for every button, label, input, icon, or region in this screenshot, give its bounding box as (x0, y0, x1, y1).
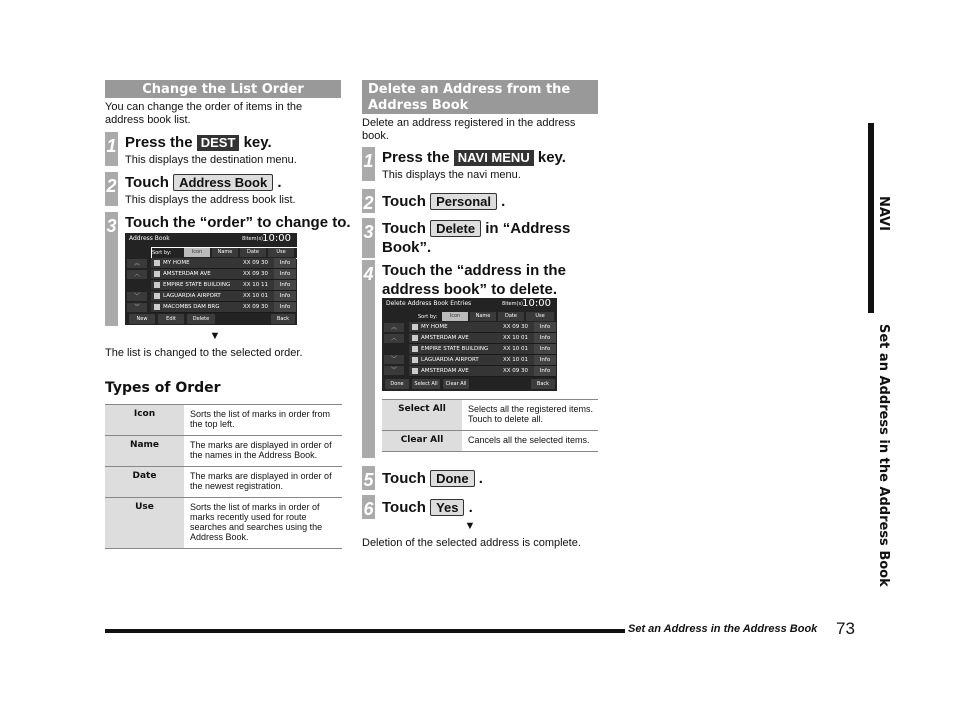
table-value: Cancels all the selected items. (462, 431, 598, 452)
down-arrow-icon: ▼ (209, 330, 221, 342)
intro-text: You can change the order of items in the address book list. (105, 101, 303, 126)
table-value: Sorts the list of marks in order of marks recently used for route searches and searches using the Address Book. (184, 498, 342, 549)
list-item[interactable] (409, 344, 556, 355)
done-button-label: Done (430, 470, 475, 487)
section-label: NAVI (876, 196, 891, 231)
step-title: Touch the “order” to change to. (125, 214, 351, 231)
checkbox-icon[interactable] (412, 324, 418, 330)
step-title (382, 498, 473, 517)
info-button[interactable]: Info (274, 258, 296, 268)
entry-name: EMPIRE STATE BUILDING (421, 346, 489, 352)
step-title-line2: address book” to delete. (382, 281, 558, 298)
step-3 (362, 218, 602, 260)
table-row (105, 436, 342, 467)
table-row (382, 400, 598, 431)
table-key: Clear All (382, 431, 462, 452)
info-button[interactable]: Info (534, 355, 556, 365)
new-button[interactable]: New (129, 314, 155, 324)
address-mark-icon (154, 271, 160, 277)
sort-label: Sort by: (418, 314, 438, 320)
entry-name: MY HOME (163, 260, 190, 266)
scroll-up-icon[interactable]: ︿ (127, 270, 147, 279)
select-all-button[interactable]: Select All (412, 379, 440, 389)
entry-name: LAGUARDIA AIRPORT (163, 293, 221, 299)
scroll-down-icon[interactable]: ﹀ (127, 292, 147, 301)
step-5 (362, 466, 602, 492)
table-key: Icon (105, 405, 184, 436)
list-item[interactable] (151, 302, 296, 313)
chapter-label: Set an Address in the Address Book (876, 324, 891, 587)
step-text: key. (537, 149, 566, 166)
delete-address-screen (382, 298, 557, 391)
table-value: The marks are displayed in order of the newest registration. (184, 467, 342, 498)
list-item[interactable] (409, 322, 556, 333)
step-number: 2 (362, 189, 375, 213)
entry-date: XX 09 30 (503, 368, 529, 374)
list-item[interactable] (151, 258, 296, 269)
entry-name: MACOMBS DAM BRG (163, 304, 220, 310)
address-book-screen (125, 233, 297, 325)
entry-date: XX 09 30 (243, 271, 269, 277)
list-item[interactable] (409, 355, 556, 366)
info-button[interactable]: Info (534, 333, 556, 343)
clock: 10:00 (522, 298, 551, 309)
step-number: 1 (105, 132, 118, 166)
section-heading-change-order: Change the List Order (105, 80, 341, 98)
info-button[interactable]: Info (274, 302, 296, 312)
step-number: 3 (362, 218, 375, 258)
table-value: The marks are displayed in order of the names in the Address Book. (184, 436, 342, 467)
step-text: Press the (382, 149, 450, 166)
sort-use-button[interactable]: Use (526, 312, 554, 321)
options-table (382, 399, 598, 452)
step-1 (105, 132, 345, 168)
delete-button[interactable]: Delete (187, 314, 215, 324)
sort-label: Sort by: (152, 250, 172, 256)
list-item[interactable] (151, 269, 296, 280)
step-number: 1 (362, 147, 375, 181)
step-text: . (468, 499, 473, 516)
entry-name: AMSTERDAM AVE (163, 271, 211, 277)
step-number: 5 (362, 466, 375, 490)
step-6 (362, 495, 602, 521)
step-text: Touch (125, 174, 169, 191)
table-value: Sorts the list of marks in order from the top left. (184, 405, 342, 436)
step-number: 3 (105, 212, 118, 326)
table-key: Use (105, 498, 184, 549)
back-button[interactable]: Back (271, 314, 295, 324)
screen-title: Delete Address Book Entries (386, 300, 472, 307)
step-text: Touch (382, 470, 426, 487)
result-text: The list is changed to the selected order. (105, 347, 303, 359)
dest-key-label: DEST (197, 135, 240, 151)
entry-date: XX 10 01 (503, 357, 529, 363)
table-value: Selects all the registered items. Touch to delete all. (462, 400, 598, 431)
edit-button[interactable]: Edit (158, 314, 184, 324)
intro-text: Delete an address registered in the address book. (362, 117, 576, 142)
step-description: This displays the destination menu. (125, 154, 297, 166)
entry-date: XX 09 30 (503, 324, 529, 330)
section-heading-delete-address: Delete an Address from the Address Book (362, 80, 598, 114)
footer-title: Set an Address in the Address Book (628, 623, 818, 635)
checkbox-icon[interactable] (412, 357, 418, 363)
result-text: Deletion of the selected address is complete. (362, 537, 581, 549)
entry-date: XX 09 30 (243, 304, 269, 310)
step-text: in “Address (485, 220, 571, 237)
step-title (382, 148, 566, 167)
entry-date: XX 09 30 (243, 260, 269, 266)
step-text: Touch (382, 220, 426, 237)
info-button[interactable]: Info (534, 344, 556, 354)
info-button[interactable]: Info (274, 269, 296, 279)
scroll-up-icon[interactable]: ︿ (384, 334, 404, 343)
checkbox-icon[interactable] (412, 346, 418, 352)
entry-name: EMPIRE STATE BUILDING (163, 282, 231, 288)
table-key: Name (105, 436, 184, 467)
step-text: . (501, 193, 506, 210)
table-key: Select All (382, 400, 462, 431)
address-mark-icon (154, 293, 160, 299)
step-text: key. (243, 134, 272, 151)
entry-name: LAGUARDIA AIRPORT (421, 357, 479, 363)
screen-title: Address Book (129, 235, 170, 242)
sort-bar (418, 312, 556, 322)
address-book-button-label: Address Book (173, 174, 273, 191)
step-title: Touch the “address in the (382, 262, 566, 279)
navi-menu-key-label: NAVI MENU (454, 150, 534, 166)
address-mark-icon (154, 282, 160, 288)
sort-icon-button[interactable]: Icon (442, 312, 468, 321)
step-number: 4 (362, 260, 375, 458)
personal-button-label: Personal (430, 193, 497, 210)
sidebar-rule-top (868, 123, 874, 313)
step-number: 2 (105, 172, 118, 206)
entry-date: XX 10 01 (243, 293, 269, 299)
step-2 (105, 172, 345, 208)
entry-date: XX 10 01 (503, 335, 529, 341)
step-description: This displays the address book list. (125, 194, 296, 206)
entry-name: MY HOME (421, 324, 448, 330)
page-number: 73 (836, 619, 855, 638)
step-title (382, 469, 483, 488)
step-text: Touch (382, 499, 426, 516)
sort-date-button[interactable]: Date (240, 248, 266, 257)
types-heading: Types of Order (105, 380, 221, 396)
list-item[interactable] (409, 366, 556, 377)
step-text: . (478, 470, 483, 487)
step-description: This displays the navi menu. (382, 169, 521, 181)
info-button[interactable]: Info (534, 366, 556, 376)
delete-button-label: Delete (430, 220, 481, 237)
sort-use-button[interactable]: Use (268, 248, 294, 257)
yes-button-label: Yes (430, 499, 464, 516)
list-item[interactable] (151, 280, 296, 291)
step-title (125, 173, 282, 192)
done-button[interactable]: Done (385, 379, 409, 389)
step-title (382, 192, 505, 211)
footer-rule (105, 629, 625, 633)
page-up-double-icon[interactable]: ︽ (384, 323, 404, 332)
entry-date: XX 10 01 (503, 346, 529, 352)
checkbox-icon[interactable] (412, 335, 418, 341)
clock: 10:00 (262, 233, 291, 244)
step-text: Touch (382, 193, 426, 210)
table-key: Date (105, 467, 184, 498)
page-up-double-icon[interactable]: ︽ (127, 259, 147, 268)
step-title (382, 219, 570, 238)
table-row (105, 498, 342, 549)
item-count: 8item(s) (502, 301, 523, 307)
step-text: Press the (125, 134, 193, 151)
step-title (125, 133, 272, 152)
table-row (105, 467, 342, 498)
list-item[interactable] (151, 291, 296, 302)
info-button[interactable]: Info (274, 280, 296, 290)
checkbox-icon[interactable] (412, 368, 418, 374)
page-down-double-icon[interactable]: ︾ (127, 303, 147, 312)
entry-name: AMSTERDAM AVE (421, 335, 469, 341)
sort-name-button[interactable]: Name (212, 248, 238, 257)
page-down-double-icon[interactable]: ︾ (384, 366, 404, 375)
back-button[interactable]: Back (531, 379, 555, 389)
address-mark-icon (154, 260, 160, 266)
step-1 (362, 147, 602, 183)
table-row (105, 405, 342, 436)
step-2 (362, 189, 602, 215)
address-mark-icon (154, 304, 160, 310)
info-button[interactable]: Info (274, 291, 296, 301)
step-title-line2: Book”. (382, 239, 432, 256)
sort-icon-button[interactable]: Icon (184, 248, 210, 257)
clear-all-button[interactable]: Clear All (443, 379, 469, 389)
entry-name: AMSTERDAM AVE (421, 368, 469, 374)
sort-name-button[interactable]: Name (470, 312, 496, 321)
list-item[interactable] (409, 333, 556, 344)
info-button[interactable]: Info (534, 322, 556, 332)
step-number: 6 (362, 495, 375, 519)
scroll-down-icon[interactable]: ﹀ (384, 355, 404, 364)
entry-date: XX 10 11 (243, 282, 269, 288)
sort-date-button[interactable]: Date (498, 312, 524, 321)
types-table (105, 404, 342, 549)
item-count: 8item(s) (242, 236, 263, 242)
step-text: . (277, 174, 282, 191)
down-arrow-icon: ▼ (464, 520, 476, 532)
table-row (382, 431, 598, 452)
